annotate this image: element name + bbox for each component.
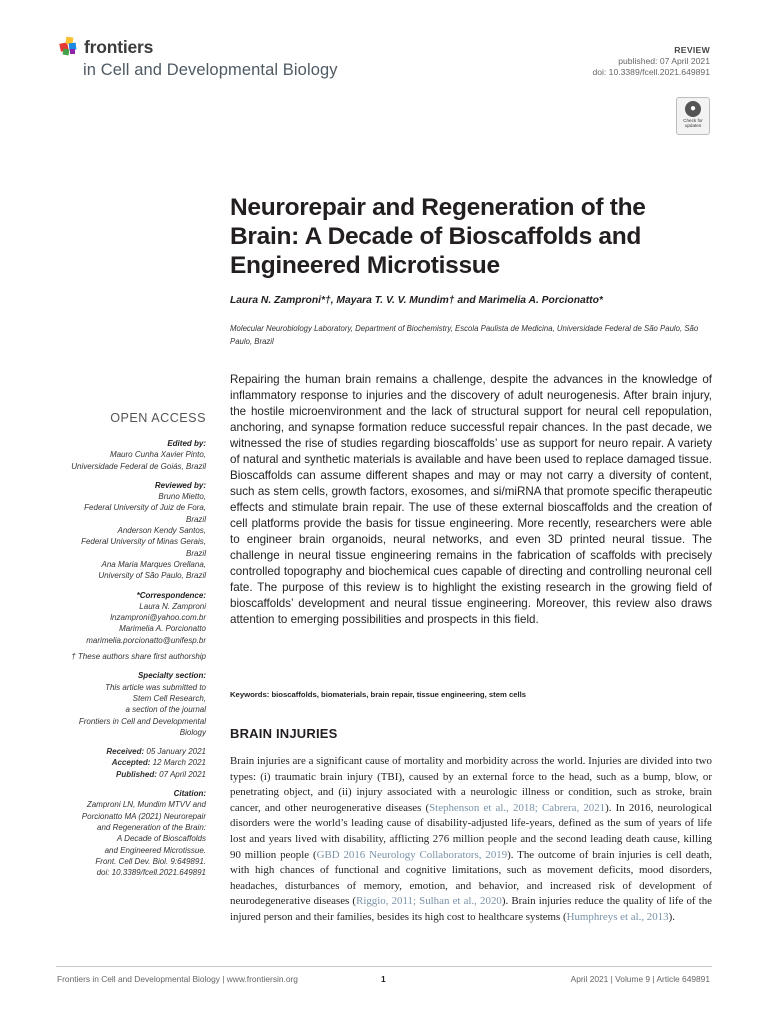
reviewed-by-label: Reviewed by: [154,480,206,490]
edited-by-label: Edited by: [167,439,206,448]
specialty-text: Stem Cell Research, [132,693,206,703]
equal-contribution-note: † These authors share first authorship [71,652,206,662]
received-value: 05 January 2021 [146,747,206,757]
reviewer-name[interactable]: Anderson Kendy Santos, [117,526,206,536]
citation-text: Porcionatto MA (2021) Neurorepair [81,811,206,821]
citation-link[interactable]: Humphreys et al., 2013 [566,910,669,923]
published-date-sidebar [36,769,206,780]
specialty-text: a section of the journal [125,705,206,715]
author-list[interactable]: Laura N. Zamproni*†, Mayara T. V. V. Mundim† and Marimelia A. Porcionatto* [230,295,603,306]
reviewer-affiliation: Federal University of Minas Gerais, [81,537,206,547]
correspondence-label: *Correspondence: [136,590,206,600]
correspondent-name: Laura N. Zamproni [139,601,206,611]
body-paragraph [230,754,712,926]
brand-name: frontiers [84,37,154,57]
specialty-text: Frontiers in Cell and Developmental [78,716,206,726]
abstract: Repairing the human brain remains a challenge, despite the advances in the knowledge of inflammatory response to injuries and the discovery of adult neurogenesis. After brain injury, the hostile microenvironment and the lack of structural support for neural cell repopulation, anchoring, and synapse formation reduce successful repair chances. In the past decade, we witnessed the rise of studies regarding bioscaffolds’ use as support for neuro repair. A variety of natural and synthetic materials is available and have been used to replace damaged tissue. Bioscaffolds can assume different shapes and may or may not carry a diversity of content, such as stem cells, growth factors, exosomes, and si/miRNA that promote specific therapeutic effects and stimulate brain repair. The use of these external bioscaffolds and the creation of cell platforms provide the basis for tissue engineering. More recently, researchers were able to engineer brain organoids, neural networks, and even 3D printed neural tissue. The challenge in neural tissue engineering remains in the fabrication of scaffolds with precisely controlled topography and biochemical cues capable of directing and controlling neuronal cell fate. The purpose of this review is to highlight the existing research in the growing field of bioscaffolds’ development and neural tissue engineering. Moreover, this review also draws attention to emerging possibilities and prospects in this field. [230,373,712,626]
received-label: Received: [106,747,145,757]
received-date [36,746,206,757]
frontiers-logo-icon [57,34,81,58]
bookmark-icon: ● [685,101,701,117]
citation-doi[interactable]: doi: 10.3389/fcell.2021.649891 [96,868,206,878]
open-access-label: OPEN ACCESS [110,411,206,425]
article-meta [592,45,710,78]
body-text: ). [668,910,675,923]
body-text: ). The outcome of brain injuries is cell death, with high chances of functional and cognitive limitations, such as movement deficits, mood disorders, headaches, disturbances of memory, emotion, and behavior, and increased risk of development of neurodegenerative diseases ( [230,848,712,908]
accepted-date [36,757,206,768]
correspondent-email[interactable]: marimelia.porcionatto@unifesp.br [86,635,206,645]
published-value: 07 April 2021 [159,769,206,779]
published-date: published: 07 April 2021 [618,56,710,66]
article-type: REVIEW [674,45,710,55]
editor-name[interactable]: Mauro Cunha Xavier Pinto, [109,450,206,460]
citation-text: and Engineered Microtissue. [104,845,206,855]
reviewer-name[interactable]: Bruno Mietto, [158,492,206,502]
body-text: ). Brain injuries reduce the quality of life of the injured person and their families, besides its high cost to healthcare systems ( [230,895,713,923]
citation-text: and Regeneration of the Brain: [97,822,206,832]
page-number: 1 [381,974,386,984]
keywords-label: Keywords: [230,690,270,699]
specialty-text: This article was submitted to [105,682,206,692]
body-text: Brain injuries are a significant cause of mortality and morbidity across the world. Injuries are divided into two types: (i) traumatic brain injury (TBI), caused by an external force to the head, such as a bump, blow, or penetrating object, and (ii) injury associated with a neurologic illness or condition, such as stroke, brain cancer, and other neurogenerative diseases ( [230,755,712,814]
citation-link[interactable]: Riggio, 2011; Sulhan et al., 2020 [356,895,502,908]
accepted-label: Accepted: [111,758,151,768]
citation-text: A Decade of Bioscaffolds [116,834,206,844]
section-heading: BRAIN INJURIES [230,726,338,741]
footer-journal-link[interactable]: Frontiers in Cell and Developmental Biology | www.frontiersin.org [57,974,298,984]
check-for-updates-label: Check for updates [683,118,703,128]
correspondent-name: Marimelia A. Porcionatto [119,624,206,634]
keywords-list: bioscaffolds, biomaterials, brain repair, tissue engineering, stem cells [271,690,527,699]
article-title: Neurorepair and Regeneration of the Brain: A Decade of Bioscaffolds and Engineered Microtissue [230,194,646,279]
specialty-text: Biology [179,727,206,737]
sidebar-info [36,410,206,878]
footer-issue-info: April 2021 | Volume 9 | Article 649891 [570,974,710,984]
reviewer-affiliation: University of São Paulo, Brazil [98,571,206,581]
footer-divider [56,966,712,967]
keywords [230,690,712,699]
citation-text: Zamproni LN, Mundim MTVV and [86,800,206,810]
reviewer-affiliation: Brazil [185,514,206,524]
correspondent-email[interactable]: lnzamproni@yahoo.com.br [110,613,206,623]
accepted-value: 12 March 2021 [152,758,206,768]
citation-label: Citation: [173,789,206,799]
citation-text: Front. Cell Dev. Biol. 9:649891. [95,856,206,866]
published-label: Published: [116,769,157,779]
reviewer-affiliation: Brazil [185,548,206,558]
editor-affiliation: Universidade Federal de Goiás, Brazil [71,461,206,471]
check-for-updates-badge[interactable] [676,97,710,135]
reviewer-affiliation: Federal University of Juiz de Fora, [84,503,206,513]
citation-link[interactable]: Stephenson et al., 2018; Cabrera, 2021 [429,801,606,814]
body-text: ). In 2016, neurological disorders were the world’s leading cause of disability-adjusted life-years, defined as the sum of years of life lost and years lived with disability, afflicting 276 million people and the second leading death cause, killing 90 million people ( [230,801,712,861]
citation-link[interactable]: GBD 2016 Neurology Collaborators, 2019 [316,848,508,861]
affiliation: Molecular Neurobiology Laboratory, Department of Biochemistry, Escola Paulista de Medicina, Universidade Federal de São Paulo, São Paulo, Brazil [230,324,699,346]
reviewer-name[interactable]: Ana Maria Marques Orellana, [101,559,206,569]
journal-name: in Cell and Developmental Biology [83,61,338,79]
specialty-section-label: Specialty section: [137,671,206,681]
doi-link[interactable]: doi: 10.3389/fcell.2021.649891 [592,67,710,77]
